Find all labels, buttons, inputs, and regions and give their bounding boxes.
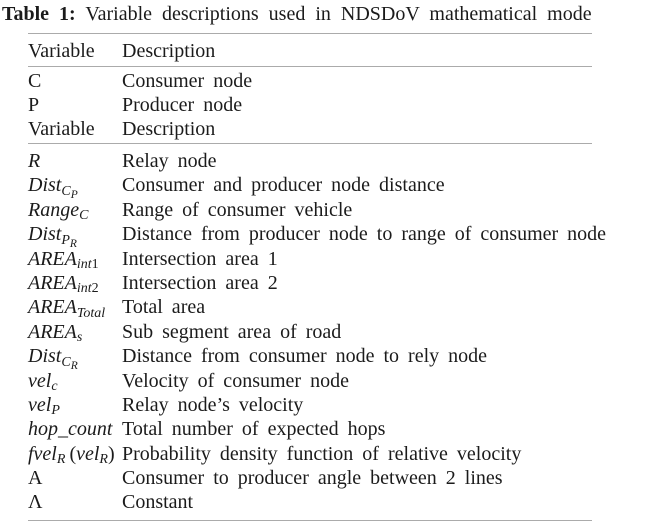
description-cell: Sub segment area of road xyxy=(122,320,342,343)
variable-cell xyxy=(28,117,122,141)
table-row xyxy=(28,417,592,441)
description-cell: Distance from consumer node to rely node xyxy=(122,345,488,368)
table-row xyxy=(28,117,592,141)
table-row xyxy=(28,369,592,393)
variable-part: C xyxy=(79,208,89,224)
table-row xyxy=(28,442,592,466)
variable-part: AREA xyxy=(28,296,77,319)
description-cell: Intersection area 2 xyxy=(122,271,278,294)
variable-cell xyxy=(28,417,122,441)
variable-cell xyxy=(28,320,122,347)
description-cell: Intersection area 1 xyxy=(122,247,278,270)
header-description: Description xyxy=(122,40,216,62)
variable-part: P xyxy=(70,188,78,201)
variable-part: P xyxy=(51,403,60,419)
table-row xyxy=(28,173,592,201)
table-row xyxy=(28,222,607,250)
variable-cell xyxy=(28,369,122,396)
variable-part: AREA xyxy=(28,320,77,343)
variable-part: hop_count xyxy=(28,418,113,441)
description-cell: Producer node xyxy=(122,94,243,116)
table-row xyxy=(28,198,592,222)
description-cell: Relay node xyxy=(122,150,217,172)
variable-part: C xyxy=(61,183,71,199)
variable-cell xyxy=(28,393,122,420)
variable-cell xyxy=(28,222,122,249)
table-row xyxy=(28,466,592,490)
variables-table xyxy=(28,33,607,521)
table-row xyxy=(28,344,592,372)
description-cell: Total number of expected hops xyxy=(122,418,386,441)
variable-part: R xyxy=(56,452,66,468)
variable-part: vel xyxy=(28,393,52,416)
description-cell: Total area xyxy=(122,296,206,319)
description-cell: Consumer node xyxy=(122,70,253,92)
variable-cell xyxy=(28,93,122,117)
variable-cell xyxy=(28,442,122,469)
variable-part: s xyxy=(76,330,83,346)
variable-cell xyxy=(28,149,122,173)
variable-cell xyxy=(28,295,122,322)
variable-part: vel xyxy=(76,442,100,465)
table-group-main xyxy=(28,144,607,520)
variable-part: vel xyxy=(28,369,52,392)
variable-part: ) xyxy=(107,442,115,465)
table-row xyxy=(28,393,592,417)
table-row xyxy=(28,247,592,271)
variable-cell xyxy=(28,490,122,514)
variable-part: int xyxy=(76,257,92,273)
variable-part: C xyxy=(61,354,71,370)
bottom-rule xyxy=(28,520,592,521)
description-cell: Range of consumer vehicle xyxy=(122,198,353,221)
variable-part: 1 xyxy=(91,257,99,273)
description-cell: Relay node’s velocity xyxy=(122,393,304,416)
variable-part: c xyxy=(51,379,58,395)
variable-cell xyxy=(28,69,122,93)
variable-part: R xyxy=(70,359,78,372)
variable-part: Dist xyxy=(28,174,62,197)
table-caption xyxy=(0,0,650,33)
variable-cell xyxy=(28,247,122,274)
variable-part: Range xyxy=(28,198,80,221)
description-cell: Consumer to producer angle between 2 lines xyxy=(122,467,503,490)
description-cell: Distance from producer node to range of consumer node xyxy=(122,223,607,246)
variable-part: Λ xyxy=(28,491,43,514)
table-row xyxy=(28,295,592,319)
table-row xyxy=(28,93,592,117)
variable-part: AREA xyxy=(28,247,77,270)
variable-part: R xyxy=(69,237,77,250)
variable-cell xyxy=(28,173,122,200)
description-cell: Consumer and producer node distance xyxy=(122,174,445,197)
variable-cell xyxy=(28,271,122,298)
variable-part: Total xyxy=(76,305,106,321)
variable-part: Dist xyxy=(28,345,62,368)
table-caption-text: Variable descriptions used in NDSDoV mathematical mode xyxy=(85,3,592,25)
variable-part: Variable xyxy=(28,118,95,140)
variable-part: 2 xyxy=(91,281,99,297)
variable-part: fvel xyxy=(28,442,57,465)
table-row xyxy=(28,490,592,514)
description-cell: Velocity of consumer node xyxy=(122,369,349,392)
table-row xyxy=(28,271,592,295)
table-row xyxy=(28,320,592,344)
header-variable: Variable xyxy=(28,40,95,62)
variable-part: P xyxy=(61,232,70,248)
description-cell: Probability density function of relative velocity xyxy=(122,442,522,465)
table-row xyxy=(28,69,592,93)
variable-part: P xyxy=(28,94,40,116)
variable-cell xyxy=(28,198,122,225)
variable-part: int xyxy=(76,281,92,297)
variable-part: C xyxy=(28,70,42,92)
variable-part: ( xyxy=(65,442,77,465)
table-header-row xyxy=(28,34,592,66)
variable-cell xyxy=(28,466,122,490)
variable-cell xyxy=(28,344,122,371)
variable-part: A xyxy=(28,467,43,490)
variable-part: AREA xyxy=(28,271,77,294)
table-caption-label: Table 1: xyxy=(2,3,76,25)
variable-part: R xyxy=(28,150,41,172)
table-row xyxy=(28,149,592,173)
description-cell: Constant xyxy=(122,491,194,514)
table-group-top xyxy=(28,67,592,143)
variable-part: Dist xyxy=(28,223,62,246)
variable-part: R xyxy=(99,452,108,468)
description-cell: Description xyxy=(122,118,216,140)
